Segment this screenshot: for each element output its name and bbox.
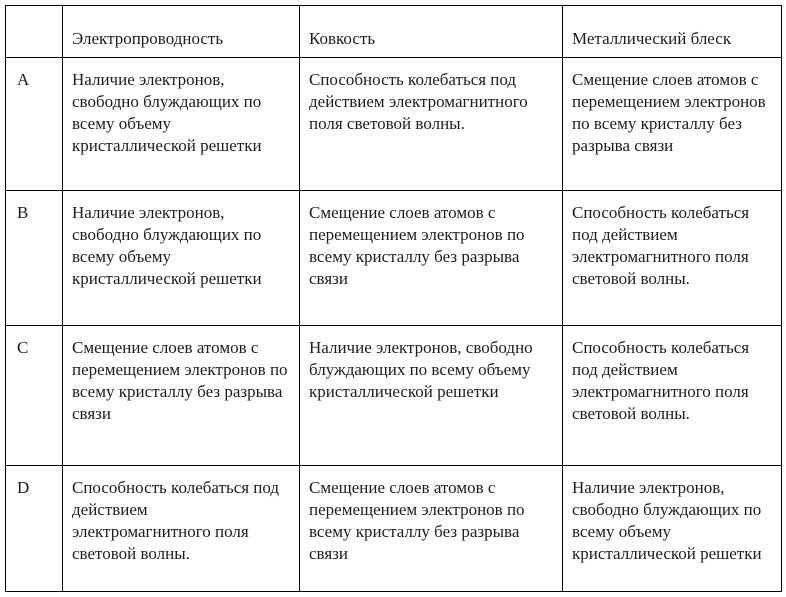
table-cell: Способность колебаться под действием электромагнитного поля световой волны. bbox=[300, 58, 563, 191]
table-cell: Смещение слоев атомов с перемещением электронов по всему кристаллу без разрыва связи bbox=[300, 466, 563, 592]
row-label: D bbox=[6, 466, 63, 592]
header-cell-luster: Металлический блеск bbox=[563, 6, 782, 58]
table-row-a bbox=[6, 58, 782, 191]
table-row-b bbox=[6, 191, 782, 326]
table-cell: Наличие электронов, свободно блуждающих по всему объему кристаллической решетки bbox=[563, 466, 782, 592]
table-cell: Смещение слоев атомов с перемещением электронов по всему кристаллу без разрыва связи bbox=[563, 58, 782, 191]
header-cell-empty bbox=[6, 6, 63, 58]
table-cell: Смещение слоев атомов с перемещением электронов по всему кристаллу без разрыва связи bbox=[63, 326, 300, 466]
table-header-row bbox=[6, 6, 782, 58]
table-row-d bbox=[6, 466, 782, 592]
header-cell-malleability: Ковкость bbox=[300, 6, 563, 58]
row-label: C bbox=[6, 326, 63, 466]
row-label: B bbox=[6, 191, 63, 326]
table-cell: Наличие электронов, свободно блуждающих по всему объему кристаллической решетки bbox=[300, 326, 563, 466]
table-cell: Способность колебаться под действием электромагнитного поля световой волны. bbox=[63, 466, 300, 592]
table-row-c bbox=[6, 326, 782, 466]
table-cell: Способность колебаться под действием электромагнитного поля световой волны. bbox=[563, 326, 782, 466]
table-cell: Наличие электронов, свободно блуждающих по всему объему кристаллической решетки bbox=[63, 191, 300, 326]
header-cell-conductivity: Электропроводность bbox=[63, 6, 300, 58]
table-cell: Способность колебаться под действием электромагнитного поля световой волны. bbox=[563, 191, 782, 326]
row-label: A bbox=[6, 58, 63, 191]
table-cell: Смещение слоев атомов с перемещением электронов по всему кристаллу без разрыва связи bbox=[300, 191, 563, 326]
properties-table bbox=[5, 5, 782, 592]
table-cell: Наличие электронов, свободно блуждающих по всему объему кристаллической решетки bbox=[63, 58, 300, 191]
